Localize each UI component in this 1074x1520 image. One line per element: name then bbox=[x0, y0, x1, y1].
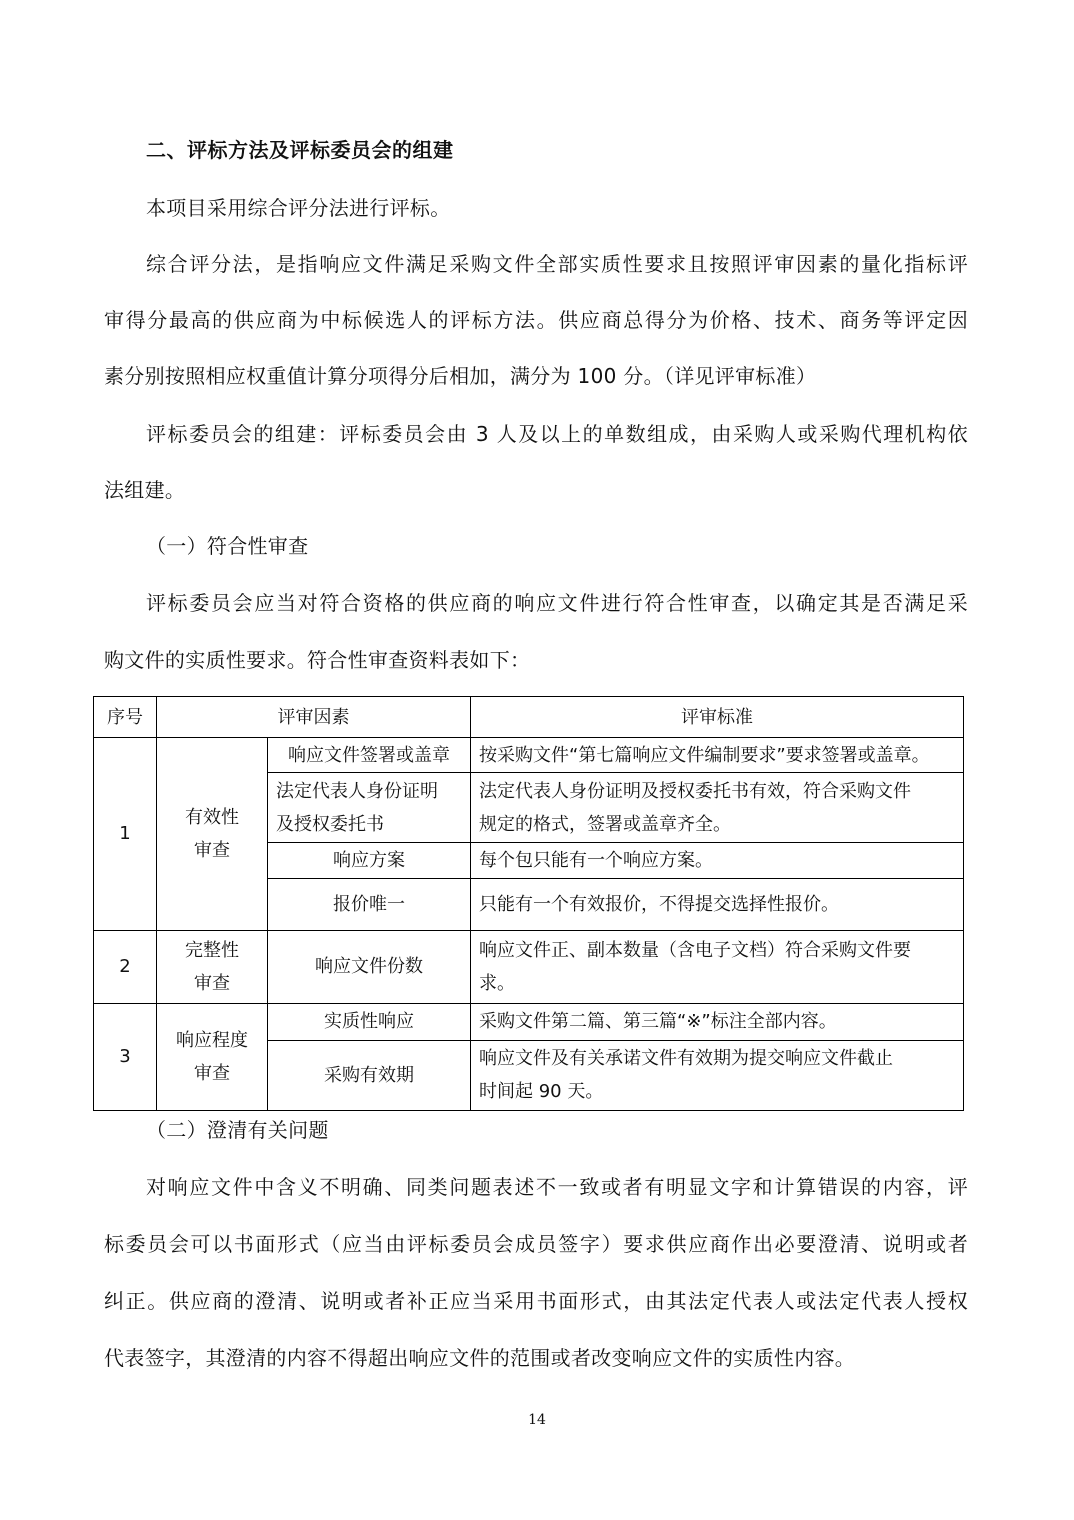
standard-cell bbox=[471, 738, 964, 773]
subsection-heading: （一）符合性审查 bbox=[146, 534, 309, 558]
factor-line: 响应文件签署或盖章 bbox=[288, 744, 450, 766]
category-cell bbox=[157, 930, 268, 1003]
factor-cell bbox=[268, 843, 471, 879]
factor-line: 及授权委托书 bbox=[276, 813, 384, 835]
standard-line: 采购文件第二篇、第三篇“※”标注全部内容。 bbox=[479, 1011, 837, 1033]
standard-line: 规定的格式，签署或盖章齐全。 bbox=[479, 813, 731, 835]
paragraph-line: 评标委员会的组建：评标委员会由 3 人及以上的单数组成，由采购人或采购代理机构依 bbox=[146, 422, 968, 446]
standard-line: 按采购文件“第七篇响应文件编制要求”要求签署或盖章。 bbox=[479, 744, 930, 766]
factor-cell bbox=[268, 738, 471, 773]
paragraph-line: 法组建。 bbox=[104, 478, 186, 502]
standard-line: 只能有一个有效报价，不得提交选择性报价。 bbox=[479, 893, 839, 915]
paragraph-line: 评标委员会应当对符合资格的供应商的响应文件进行符合性审查，以确定其是否满足采 bbox=[146, 591, 968, 615]
standard-cell bbox=[471, 1040, 964, 1110]
category-line: 审查 bbox=[194, 839, 230, 861]
factor-line: 实质性响应 bbox=[324, 1011, 414, 1033]
standard-cell bbox=[471, 1003, 964, 1040]
paragraph-line: 购文件的实质性要求。符合性审查资料表如下： bbox=[104, 648, 531, 672]
category-cell bbox=[157, 1003, 268, 1110]
page-number: 14 bbox=[528, 1412, 546, 1428]
factor-cell bbox=[268, 773, 471, 843]
paragraph-line: 纠正。供应商的澄清、说明或者补正应当采用书面形式，由其法定代表人或法定代表人授权 bbox=[104, 1289, 968, 1313]
standard-line: 响应文件正、副本数量（含电子文档）符合采购文件要 bbox=[479, 939, 911, 961]
category-line: 完整性 bbox=[185, 939, 239, 961]
table-row bbox=[94, 930, 964, 1003]
standard-cell bbox=[471, 879, 964, 930]
paragraph-line: 本项目采用综合评分法进行评标。 bbox=[146, 196, 451, 220]
subsection-heading: （二）澄清有关问题 bbox=[146, 1118, 329, 1142]
category-line: 审查 bbox=[194, 1062, 230, 1084]
factor-line: 法定代表人身份证明 bbox=[276, 780, 438, 802]
factor-line: 响应方案 bbox=[333, 850, 405, 872]
standard-cell bbox=[471, 843, 964, 879]
factor-line: 响应文件份数 bbox=[315, 956, 423, 978]
category-line: 有效性 bbox=[185, 806, 239, 828]
factor-cell bbox=[268, 930, 471, 1003]
factor-line: 采购有效期 bbox=[324, 1064, 414, 1086]
factor-cell bbox=[268, 1003, 471, 1040]
header-standard: 评审标准 bbox=[471, 697, 964, 738]
standard-line: 响应文件及有关承诺文件有效期为提交响应文件截止 bbox=[479, 1048, 893, 1070]
standard-line: 法定代表人身份证明及授权委托书有效，符合采购文件 bbox=[479, 780, 911, 802]
table-row bbox=[94, 1003, 964, 1040]
category-cell bbox=[157, 738, 268, 930]
table-row bbox=[94, 738, 964, 773]
paragraph-line: 标委员会可以书面形式（应当由评标委员会成员签字）要求供应商作出必要澄清、说明或者 bbox=[104, 1232, 968, 1256]
paragraph-line: 对响应文件中含义不明确、同类问题表述不一致或者有明显文字和计算错误的内容，评 bbox=[146, 1175, 968, 1199]
standard-line: 时间起 90 天。 bbox=[479, 1081, 604, 1103]
header-no: 序号 bbox=[94, 697, 157, 738]
header-factor: 评审因素 bbox=[157, 697, 471, 738]
paragraph-line: 素分别按照相应权重值计算分项得分后相加，满分为 100 分。（详见评审标准） bbox=[104, 364, 817, 388]
factor-cell bbox=[268, 879, 471, 930]
standard-cell bbox=[471, 930, 964, 1003]
section-heading: 二、评标方法及评标委员会的组建 bbox=[146, 138, 454, 162]
category-line: 响应程度 bbox=[176, 1029, 248, 1051]
row-number: 2 bbox=[94, 930, 157, 1003]
paragraph-line: 代表签字，其澄清的内容不得超出响应文件的范围或者改变响应文件的实质性内容。 bbox=[104, 1346, 856, 1370]
standard-line: 求。 bbox=[479, 972, 515, 994]
compliance-review-table bbox=[93, 696, 964, 1111]
factor-cell bbox=[268, 1040, 471, 1110]
row-number: 1 bbox=[94, 738, 157, 930]
paragraph-line: 审得分最高的供应商为中标候选人的评标方法。供应商总得分为价格、技术、商务等评定因 bbox=[104, 308, 968, 332]
category-line: 审查 bbox=[194, 972, 230, 994]
standard-cell bbox=[471, 773, 964, 843]
standard-line: 每个包只能有一个响应方案。 bbox=[479, 850, 713, 872]
factor-line: 报价唯一 bbox=[333, 893, 405, 915]
table-header-row bbox=[94, 697, 964, 738]
paragraph-line: 综合评分法，是指响应文件满足采购文件全部实质性要求且按照评审因素的量化指标评 bbox=[146, 252, 968, 276]
row-number: 3 bbox=[94, 1003, 157, 1110]
